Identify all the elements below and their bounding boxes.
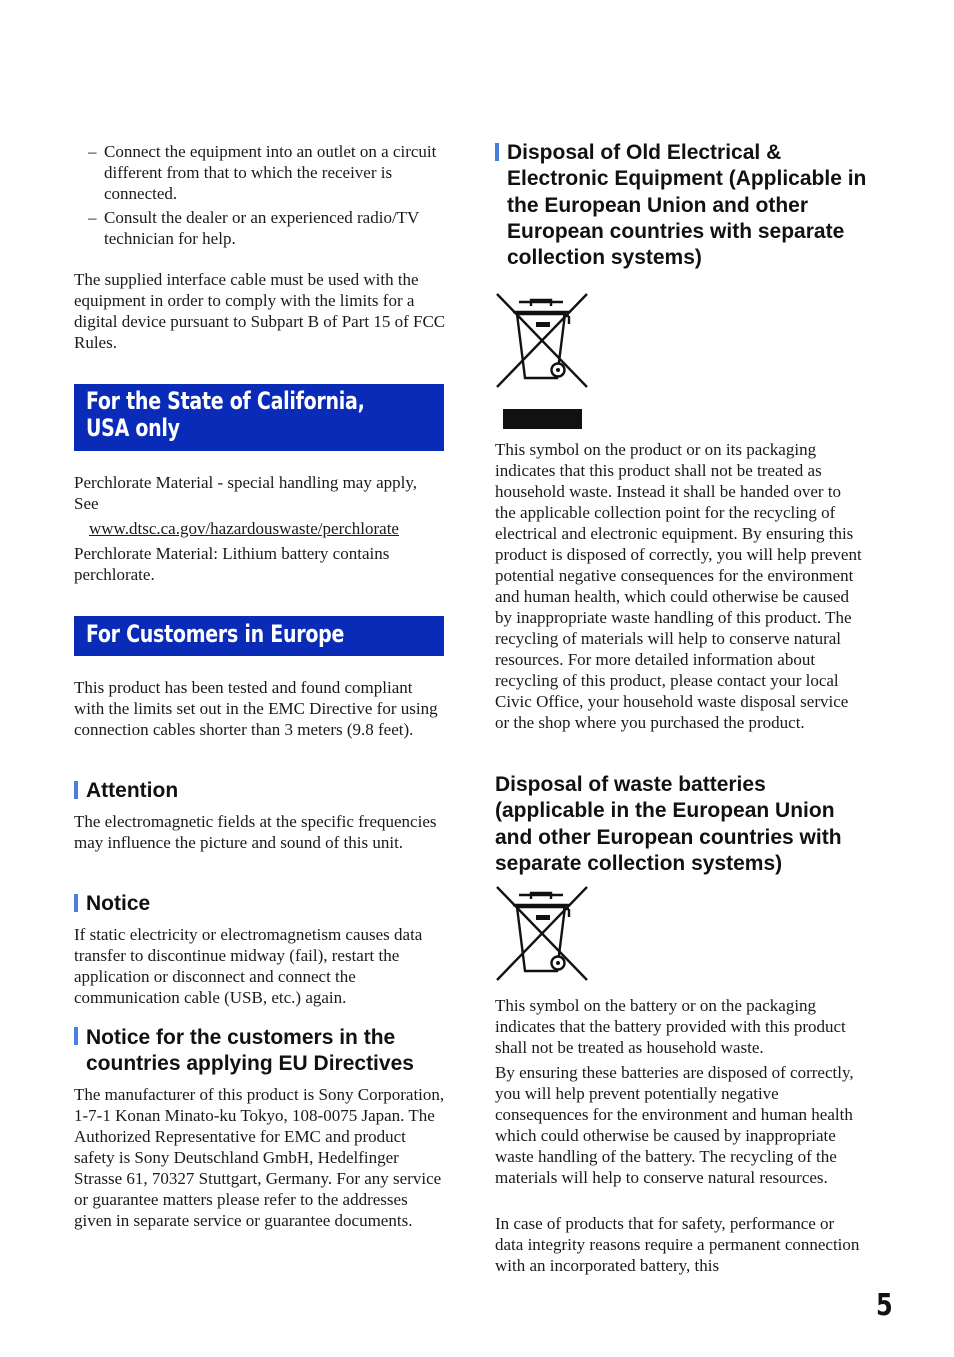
bullet-text: Consult the dealer or an experienced radio/TV technician for help. (104, 208, 420, 248)
weee-heading-block (495, 140, 867, 272)
heading-marker (74, 1027, 78, 1045)
battery-heading-block (495, 772, 867, 878)
battery-paragraph-1: This symbol on the battery or on the packaging indicates that the battery provided with this product shall not be treated as household waste. (495, 996, 846, 1057)
page-number: 5 (876, 1288, 893, 1323)
weee-paragraph: This symbol on the product or on its packaging indicates that this product shall not be treated as household waste. Instead it shall be handed over to the applicable collection point for the recycling of electrical and electronic equipment. By ensuring this product is disposed of correctly, you will help prevent potential negative consequences for the environment and human health, which could otherwise be caused by inappropriate waste handling of this product. The recycling of materials will help to conserve natural resources. For more detailed information about recycling of this product, please contact your local Civic Office, your household waste disposal service or the shop where you purchased the product. (495, 440, 862, 732)
perchlorate-note: Perchlorate Material: Lithium battery contains perchlorate. (74, 544, 390, 584)
bullet-dash: – (88, 208, 97, 227)
bullet-text: Connect the equipment into an outlet on a circuit different from that to which the receiver is connected. (104, 142, 437, 203)
california-heading-bar (74, 384, 444, 451)
eu-directives-heading-block (74, 1025, 444, 1079)
california-heading: For the State of California, USA only (86, 387, 365, 442)
notice-heading-block (74, 892, 444, 918)
europe-paragraph: This product has been tested and found compliant with the limits set out in the EMC Directive for using connection cables shorter than 3 meters (9.8 feet). (74, 678, 438, 739)
perchlorate-link[interactable]: www.dtsc.ca.gov/hazardouswaste/perchlorate (89, 519, 399, 538)
notice-heading: Notice (86, 892, 151, 915)
attention-heading: Attention (86, 779, 179, 802)
perchlorate-paragraph: Perchlorate Material - special handling may apply, See (74, 473, 418, 513)
eu-directives-paragraph: The manufacturer of this product is Sony Corporation, 1-7-1 Konan Minato-ku Tokyo, 108-0075 Japan. The Authorized Representative for EMC and product safety is Sony Deutschland GmbH, Hedelfinger Strasse 61, 70327 Stuttgart, Germany. For any service or guarantee matters please refer to the addresses given in separate service or guarantee documents. (74, 1085, 445, 1230)
battery-paragraph-3: In case of products that for safety, performance or data integrity reasons require a permanent connection with an incorporated battery, this (495, 1214, 860, 1275)
interface-cable-paragraph: The supplied interface cable must be used with the equipment in order to comply with the limits for a digital device pursuant to Subpart B of Part 15 of FCC Rules. (74, 270, 446, 352)
europe-heading-bar (74, 616, 444, 656)
attention-heading-block (74, 779, 444, 805)
attention-paragraph: The electromagnetic fields at the specific frequencies may influence the picture and sound of this unit. (74, 812, 437, 852)
heading-marker (74, 781, 78, 799)
bullet-dash: – (88, 142, 97, 161)
crossed-out-wheelie-bin-icon (495, 292, 591, 432)
notice-paragraph: If static electricity or electromagnetism causes data transfer to discontinue midway (fail), restart the application or disconnect and connect the communication cable (USB, etc.) again. (74, 925, 423, 1007)
heading-marker (74, 894, 78, 912)
crossed-out-wheelie-bin-icon (495, 885, 591, 985)
battery-paragraph-2: By ensuring these batteries are disposed of correctly, you will help prevent potentially negative consequences for the environment and human health which could otherwise be caused by inappropriate waste handling of the battery. The recycling of the materials will help to conserve natural resources. (495, 1063, 854, 1187)
weee-heading: Disposal of Old Electrical & Electronic Equipment (Applicable in the European Union and other European countries with separate collection systems) (507, 141, 867, 270)
battery-heading: Disposal of waste batteries (applicable in the European Union and other European countries with separate collection systems) (495, 773, 842, 875)
heading-marker (495, 143, 499, 161)
europe-heading: For Customers in Europe (86, 620, 345, 648)
eu-directives-heading: Notice for the customers in the countries applying EU Directives (86, 1026, 414, 1075)
